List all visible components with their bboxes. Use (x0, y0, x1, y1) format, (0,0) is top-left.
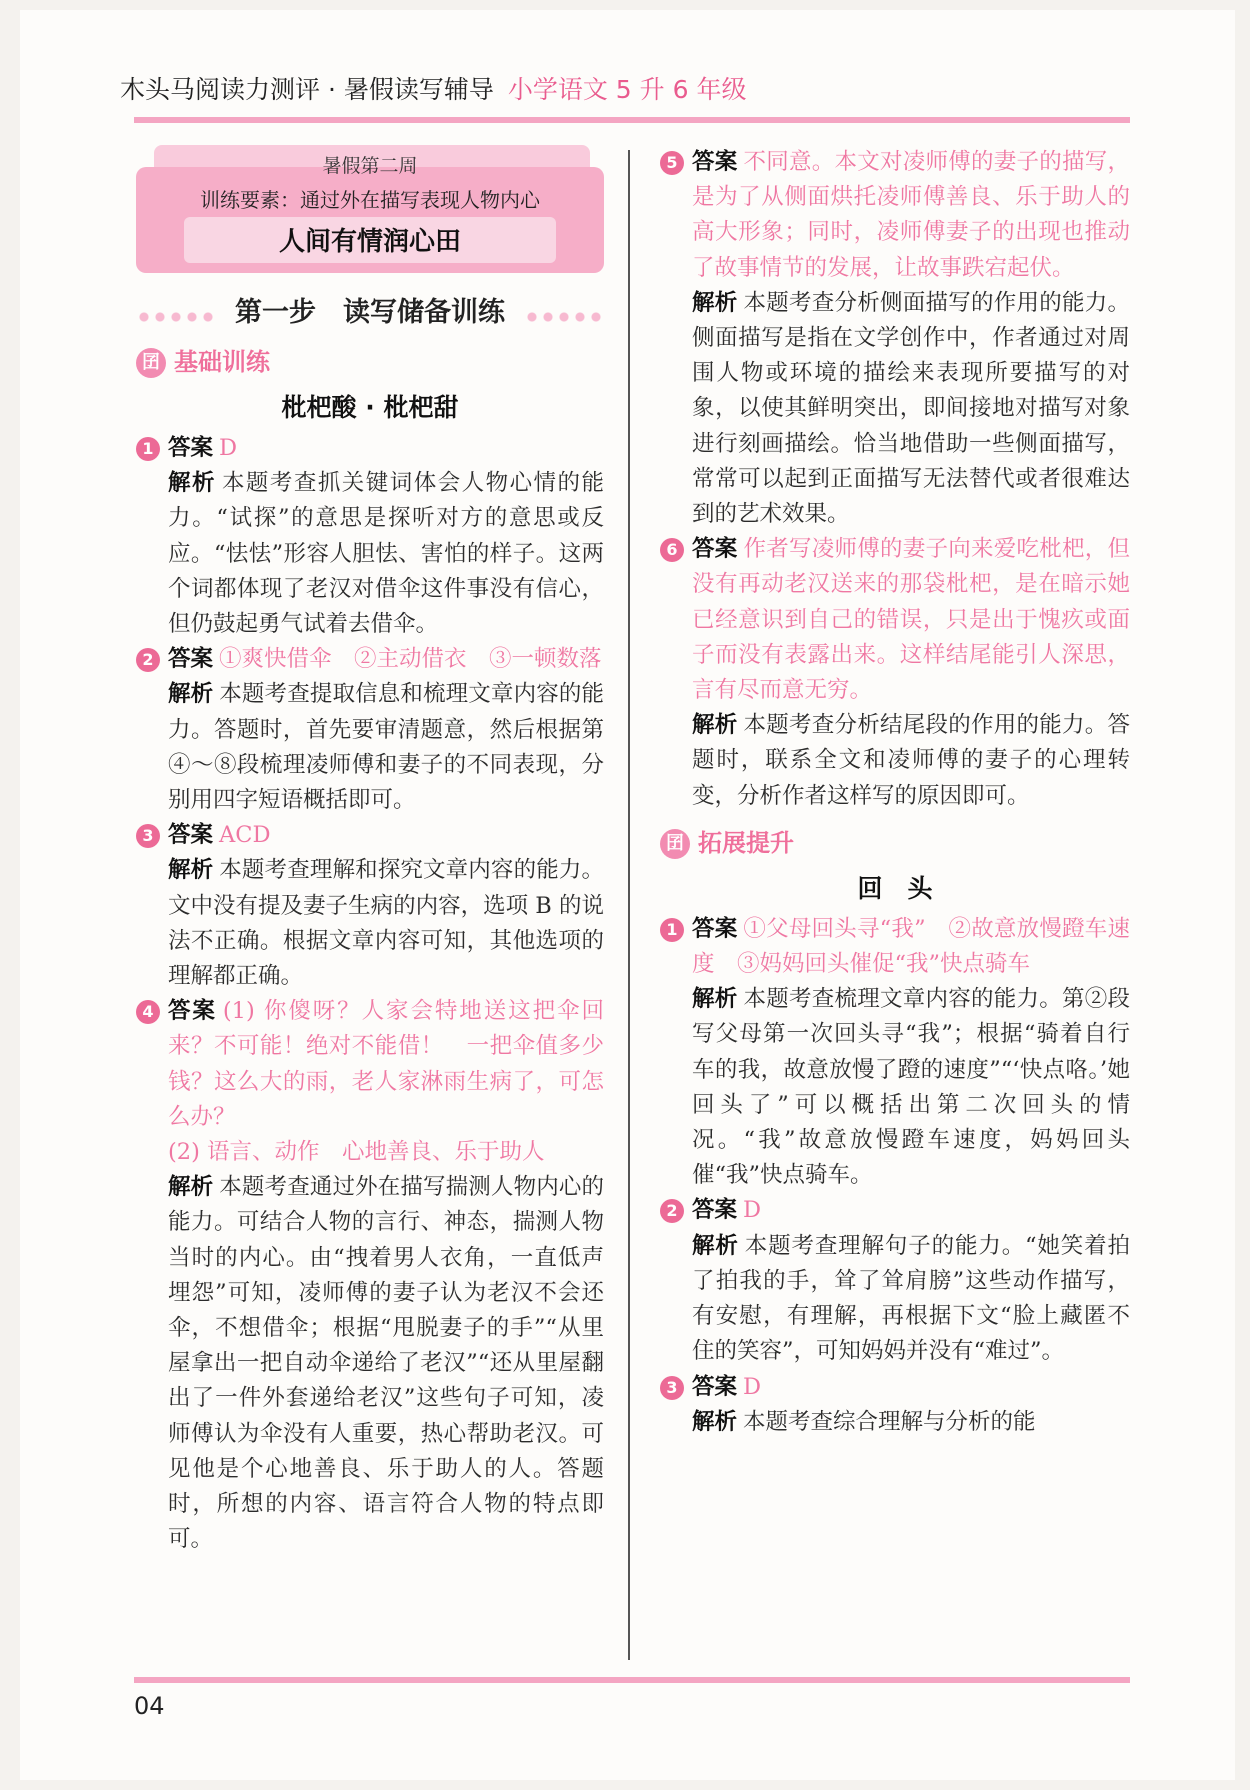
section-badge-icon: 囝 (136, 348, 166, 378)
answer-text: ACD (219, 822, 271, 849)
question-number: 4 (136, 1000, 160, 1024)
analysis-text: 本题考查通过外在描写揣测人物内心的能力。可结合人物的言行、神态，揣测人物当时的内心。由“拽着男人衣角，一直低声埋怨”可知，凌师傅的妻子认为老汉不会还伞，不想借伞；根据“甩脱妻子的手”“从里屋拿出一把自动伞递给了老汉”“还从里屋翻出了一件外套递给老汉”这些句子可知，凌师傅认为伞没有人重要，热心帮助老汉。可见他是个心地善良、乐于助人的人。答题时，所想的内容、语言符合人物的特点即可。 (168, 1174, 604, 1553)
question-number: 6 (660, 538, 684, 562)
question-number: 2 (660, 1199, 684, 1223)
answer-text: (1) 你傻呀？人家会特地送这把伞回来？不可能！绝对不能借！ 一把伞值多少钱？这么大的雨，老人家淋雨生病了，可怎么办？ (168, 998, 604, 1130)
week-banner (136, 145, 604, 273)
analysis-text: 本题考查梳理文章内容的能力。第②段写父母第一次回头寻“我”；根据“骑着自行车的我，故意放慢了蹬的速度”“‘快点咯。’她回头了”可以概括出第二次回头的情况。“我”故意放慢蹬车速度，妈妈回头催“我”快点骑车。 (692, 986, 1130, 1189)
analysis-text: 本题考查理解句子的能力。“她笑着拍了拍我的手，耸了耸肩膀”这些动作描写，有安慰，有理解，再根据下文“脸上藏匿不住的笑容”，可知妈妈并没有“难过”。 (692, 1232, 1130, 1365)
question-number: 3 (660, 1376, 684, 1400)
answer-text: ①父母回头寻“我” ②故意放慢蹬车速度 ③妈妈回头催促“我”快点骑车 (692, 915, 1130, 978)
question-item: 5 答案 不同意。本文对凌师傅的妻子的描写，是为了从侧面烘托凌师傅善良、乐于助人的高大形象；同时，凌师傅妻子的出现也推动了故事情节的发展，让故事跌宕起伏。 解析 本题考查分析侧面描写的作用的能力。侧面描写是指在文学创作中，作者通过对周围人物或环境的描绘来表现所要描写的对象，以使其鲜明突出，即间接地对描写对象进行刻画描绘。恰当地借助一些侧面描写，常常可以起到正面描写无法替代或者很难达到的艺术效果。 (660, 145, 1130, 532)
left-column (136, 145, 604, 1558)
question-item: 2 答案 D 解析 本题考查理解句子的能力。“她笑着拍了拍我的手，耸了耸肩膀”这些动作描写，有安慰，有理解，再根据下文“脸上藏匿不住的笑容”，可知妈妈并没有“难过”。 (660, 1193, 1130, 1369)
analysis-text: 本题考查理解和探究文章内容的能力。文中没有提及妻子生病的内容，选项 B 的说法不正确。根据文章内容可知，其他选项的理解都正确。 (168, 857, 604, 990)
dots-decoration (524, 307, 604, 327)
grade-label: 小学语文 5 升 6 年级 (507, 75, 747, 104)
analysis-text: 本题考查抓关键词体会人物心情的能力。“试探”的意思是探听对方的意思或反应。“怯怯”形容人胆怯、害怕的样子。这两个词都体现了老汉对借伞这件事没有信心，但仍鼓起勇气试着去借伞。 (168, 470, 604, 638)
training-requirement: 训练要素：通过外在描写表现人物内心 (200, 188, 540, 212)
unit-theme: 人间有情润心田 (278, 227, 461, 257)
dots-decoration (136, 307, 216, 327)
article-title: 枇杷酸 · 枇杷甜 (281, 393, 459, 422)
section-heading-basic: 囝 基础训练 (136, 341, 604, 385)
section-heading-extension: 囝 拓展提升 (660, 822, 1130, 866)
analysis-text: 本题考查综合理解与分析的能 (743, 1408, 1036, 1435)
question-number: 1 (660, 918, 684, 942)
question-item: 3 答案 ACD 解析 本题考查理解和探究文章内容的能力。文中没有提及妻子生病的内容，选项 B 的说法不正确。根据文章内容可知，其他选项的理解都正确。 (136, 818, 604, 994)
book-title: 木头马阅读力测评 · 暑假读写辅导 (120, 75, 494, 104)
page-header (120, 70, 1130, 114)
answer-text: D (743, 1197, 762, 1224)
analysis-text: 本题考查分析结尾段的作用的能力。答题时，联系全文和凌师傅的妻子的心理转变，分析作者这样写的原因即可。 (692, 712, 1130, 809)
question-item: 4 答案 (1) 你傻呀？人家会特地送这把伞回来？不可能！绝对不能借！ 一把伞值多少钱？这么大的雨，老人家淋雨生病了，可怎么办？ (2) 语言、动作 心地善良、乐于助人 解析 本题考查通过外在描写揣测人物内心的能力。可结合人物的言行、神态，揣测人物当时的内心。由“拽着男人衣角，一直低声埋怨”可知，凌师傅的妻子认为老汉不会还伞，不想借伞；根据“甩脱妻子的手”“从里屋拿出一把自动伞递给了老汉”“还从里屋翻出了一件外套递给老汉”这些句子可知，凌师傅认为伞没有人重要，热心帮助老汉。可见他是个心地善良、乐于助人的人。答题时，所想的内容、语言符合人物的特点即可。 (136, 994, 604, 1557)
answer-text: D (219, 435, 238, 461)
column-divider (628, 150, 630, 1660)
question-number: 1 (136, 437, 160, 461)
answer-text: ①爽快借伞 ②主动借衣 ③一顿数落 (219, 646, 602, 673)
answer-text-2: (2) 语言、动作 心地善良、乐于助人 (168, 1139, 545, 1166)
question-item: 6 答案 作者写凌师傅的妻子向来爱吃枇杷，但没有再动老汉送来的那袋枇杷，是在暗示她已经意识到自己的错误，只是出于愧疚或面子而没有表露出来。这样结尾能引人深思，言有尽而意无穷。 解析 本题考查分析结尾段的作用的能力。答题时，联系全文和凌师傅的妻子的心理转变，分析作者这样写的原因即可。 (660, 532, 1130, 814)
question-item: 1 答案 D 解析 本题考查抓关键词体会人物心情的能力。“试探”的意思是探听对方的意思或反应。“怯怯”形容人胆怯、害怕的样子。这两个词都体现了老汉对借伞这件事没有信心，但仍鼓起勇气试着去借伞。 (136, 431, 604, 642)
week-label: 暑假第二周 (322, 155, 418, 177)
article-title: 回 头 (857, 873, 933, 903)
right-column (660, 145, 1130, 1440)
analysis-text: 本题考查分析侧面描写的作用的能力。侧面描写是指在文学创作中，作者通过对周围人物或环境的描绘来表现所要描写的对象，以使其鲜明突出，即间接地对描写对象进行刻画描绘。恰当地借助一些侧面描写，常常可以起到正面描写无法替代或者很难达到的艺术效果。 (692, 289, 1130, 528)
answer-text: 不同意。本文对凌师傅的妻子的描写，是为了从侧面烘托凌师傅善良、乐于助人的高大形象；同时，凌师傅妻子的出现也推动了故事情节的发展，让故事跌宕起伏。 (692, 149, 1130, 281)
analysis-text: 本题考查提取信息和梳理文章内容的能力。答题时，首先要审清题意，然后根据第④～⑧段梳理凌师傅和妻子的不同表现，分别用四字短语概括即可。 (168, 681, 604, 814)
step-heading (136, 287, 604, 341)
footer-rule (134, 1677, 1130, 1683)
question-number: 3 (136, 824, 160, 848)
question-item: 3 答案 D 解析 本题考查综合理解与分析的能 (660, 1370, 1130, 1440)
header-rule (134, 117, 1130, 123)
question-number: 2 (136, 648, 160, 672)
section-badge-icon: 囝 (660, 829, 690, 859)
question-item: 2 答案 ①爽快借伞 ②主动借衣 ③一顿数落 解析 本题考查提取信息和梳理文章内容的能力。答题时，首先要审清题意，然后根据第④～⑧段梳理凌师傅和妻子的不同表现，分别用四字短语概括即可。 (136, 642, 604, 818)
page-number: 04 (134, 1692, 165, 1720)
question-number: 5 (660, 151, 684, 175)
answer-text: 作者写凌师傅的妻子向来爱吃枇杷，但没有再动老汉送来的那袋枇杷，是在暗示她已经意识到自己的错误，只是出于愧疚或面子而没有表露出来。这样结尾能引人深思，言有尽而意无穷。 (692, 536, 1130, 704)
answer-text: D (743, 1373, 762, 1400)
step-title: 第一步 读写储备训练 (235, 297, 505, 328)
question-item: 1 答案 ①父母回头寻“我” ②故意放慢蹬车速度 ③妈妈回头催促“我”快点骑车 解析 本题考查梳理文章内容的能力。第②段写父母第一次回头寻“我”；根据“骑着自行车的我，故意放慢了蹬的速度”“‘快点咯。’她回头了”可以概括出第二次回头的情况。“我”故意放慢蹬车速度，妈妈回头催“我”快点骑车。 (660, 912, 1130, 1194)
